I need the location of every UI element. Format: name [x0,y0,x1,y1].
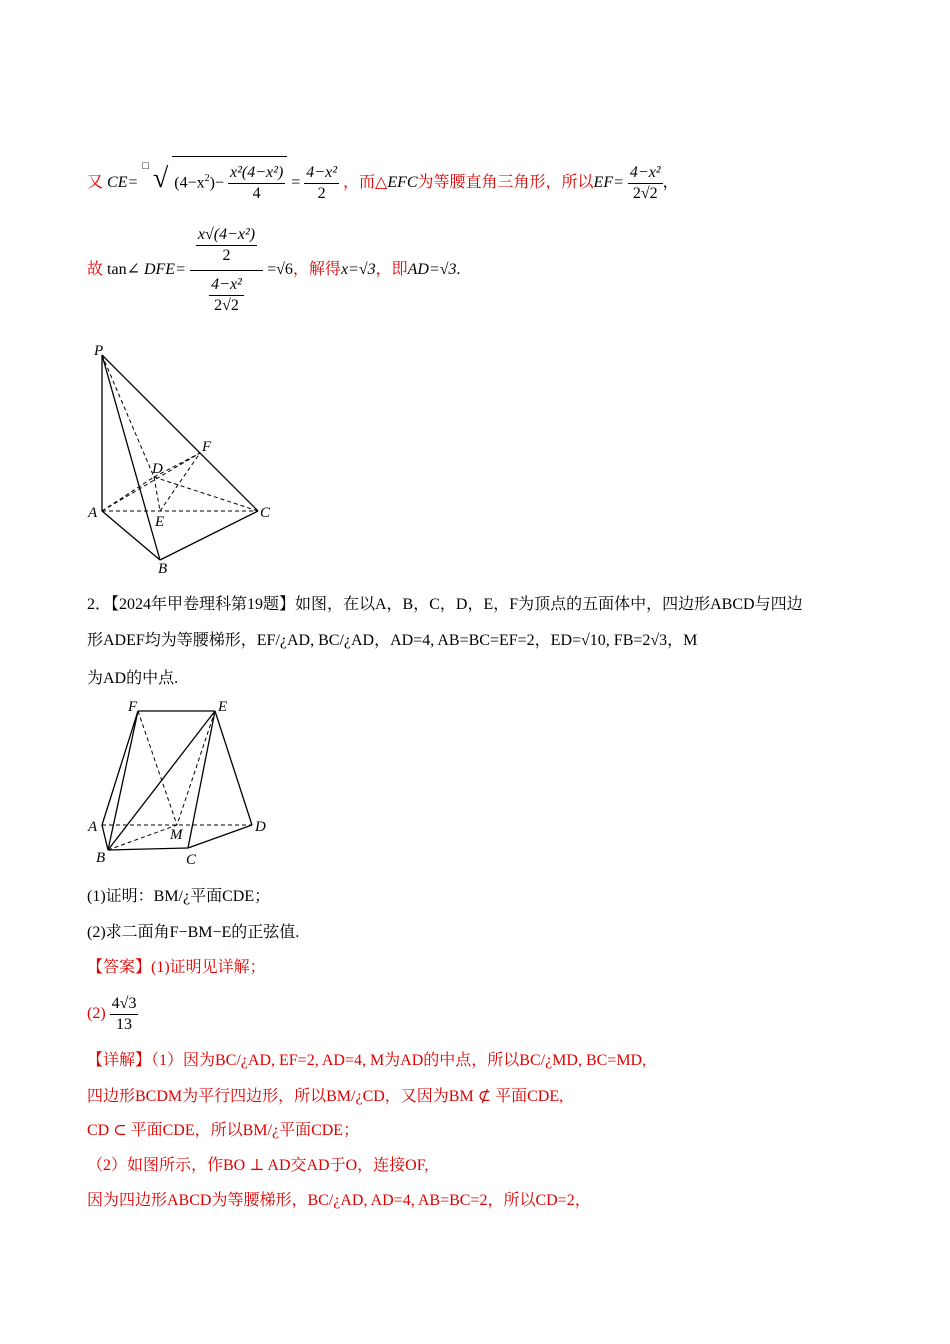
ce-eq: = [291,174,301,191]
ce-inner-sup: 2 [204,172,210,184]
edge-AB [102,825,108,850]
figure-pentahedron [80,695,280,875]
bot-num: 4−x² [209,275,244,296]
solve-text: ，解得 [292,261,341,278]
edge-PB [102,355,160,560]
detail-line4: （2）如图所示，作BO ⊥ AD交AD于O，连接OF, [87,1157,429,1174]
edge-AB [102,511,160,560]
detail-line3: CD ⊂ 平面CDE，所以BM/¿平面CDE； [87,1122,360,1139]
detail-line2: 四边形BCDM为平行四边形，所以BM/¿CD，又因为BM ⊄ 平面CDE, [87,1088,564,1105]
ce-inner-fraction [228,163,285,204]
label-D: D [152,461,163,477]
label2-A: A [88,819,98,835]
question-1: (1)证明：BM/¿平面CDE； [87,888,271,905]
label2-C: C [186,852,197,868]
label2-B: B [96,850,106,866]
top-num: x√(4−x²) [196,225,257,246]
question-2: (2)求二面角F−BM−E的正弦值. [87,924,300,941]
problem2-line2: 形ADEF均为等腰梯形，EF/¿AD, BC/¿AD，AD=4, AB=BC=EF=2，ED=√10, FB=2√3，M [87,632,698,649]
mid-text2: 为等腰直角三角形，所以 [417,174,594,191]
ce-radicand [172,156,287,205]
edge-FB [108,711,138,850]
ce-res-num: 4−x² [304,163,339,184]
bot-den: 2√2 [214,296,239,314]
answer-part2 [87,990,138,1038]
detail-line5: 因为四边形ABCD为等腰梯形，BC/¿AD, AD=4, AB=BC=2，所以CD=2， [87,1192,591,1209]
ce-frac-num: x²(4−x²) [228,163,285,184]
ef-num: 4−x² [628,163,663,184]
ce-result-fraction [304,163,339,204]
compound-top [190,225,263,271]
ef-lhs: EF= [593,174,624,191]
x-value: x=√3 [340,261,376,278]
compound-bottom [190,271,263,316]
label-C: C [260,505,271,521]
label-E: E [155,514,165,530]
label-B: B [158,561,168,577]
tan-label: tan∠ [107,261,140,278]
ce-res-den: 2 [317,184,326,202]
ce-lhs: CE= [107,174,139,191]
answer-den: 13 [116,1015,133,1033]
answer-num: 4√3 [110,994,139,1015]
end-dot: . [456,261,461,278]
label2-D: D [255,819,266,835]
edge-BC [108,848,188,850]
compound-fraction [190,225,263,316]
label-P: P [94,343,104,359]
edge-PD [102,355,154,477]
ce-frac-den: 4 [252,184,261,202]
label-A: A [88,505,98,521]
label2-F: F [128,699,138,715]
ce-inner-b: )− [209,174,225,191]
figure-pyramid [80,335,300,580]
ef-fraction [628,163,663,204]
sqrt-symbol: √ [152,163,169,194]
prefix-gu: 故 [87,261,104,278]
tan-equation-line [87,220,461,320]
detail-line1: 【详解】（1）因为BC/¿AD, EF=2, AD=4, M为AD的中点，所以BC/¿MD, BC=MD, [87,1052,647,1069]
top-den: 2 [222,246,231,264]
prefix-you: 又 [87,174,104,191]
answer-label: 【答案】(1)证明见详解； [87,959,266,976]
ce-inner-a: (4−x [174,174,205,191]
ad-value: AD=√3 [407,261,457,278]
ef-tail: ， [662,174,679,191]
edge-AF [102,453,200,511]
efc: EFC [387,174,418,191]
then-text: ，即 [375,261,408,278]
edge-PC [102,355,258,511]
mid-text: ，而△ [343,174,388,191]
label2-E: E [218,699,228,715]
problem2-line3: 为AD的中点. [87,670,179,687]
bottom-fraction [209,275,244,316]
problem2-line1: 2．【2024年甲卷理科第19题】如图，在以A，B，C，D，E，F为顶点的五面体中，四边形ABCD与四边 [87,596,803,613]
label-F: F [202,439,212,455]
root-glyph: □ [142,160,149,172]
edge-DC [154,477,258,511]
top-fraction [196,225,257,266]
label2-M: M [170,827,183,843]
edge-CD [188,825,252,848]
edge-DE [154,477,160,511]
edge-BC [160,511,258,560]
ef-den: 2√2 [632,184,658,202]
edge-ED [215,711,252,825]
answer-part2-prefix: (2) [87,1005,106,1022]
dfe-label: DFE= [143,261,186,278]
edge-FA [102,711,138,825]
ce-equation-line [87,140,679,202]
edge-EF [160,453,200,511]
answer-fraction [110,994,139,1035]
tan-value: =√6 [267,261,293,278]
